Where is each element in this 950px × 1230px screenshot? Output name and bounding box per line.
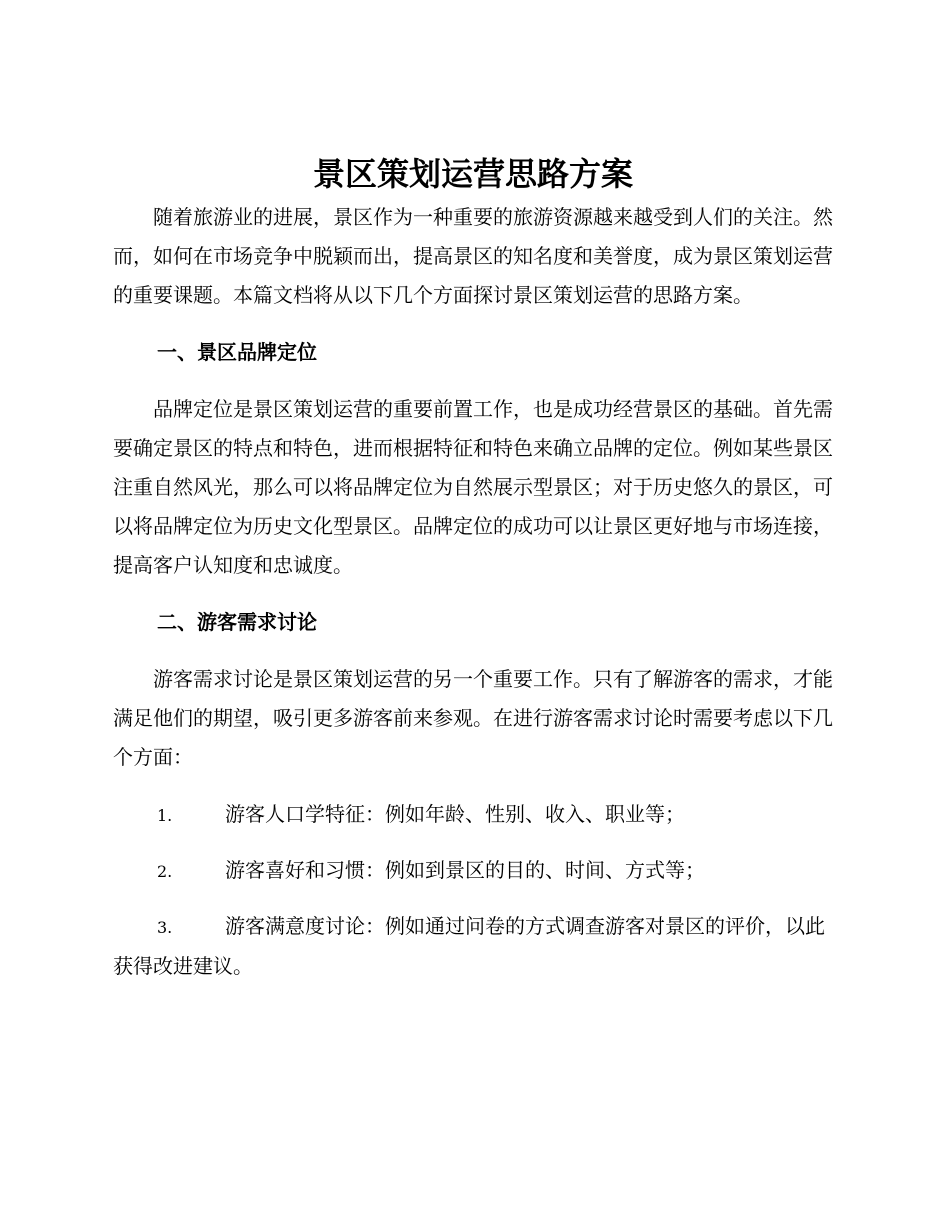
list-number: 3. [157, 918, 173, 937]
section-body-brand: 品牌定位是景区策划运营的重要前置工作，也是成功经营景区的基础。首先需要确定景区的特点和特色，进而根据特征和特色来确立品牌的定位。例如某些景区注重自然风光，那么可以将品牌定位为自然展示型景区；对于历史悠久的景区，可以将品牌定位为历史文化型景区。品牌定位的成功可以让景区更好地与市场连接，提高客户认知度和忠诚度。 [113, 397, 833, 577]
intro-paragraph: 随着旅游业的进展，景区作为一种重要的旅游资源越来越受到人们的关注。然而，如何在市场竞争中脱颖而出，提高景区的知名度和美誉度，成为景区策划运营的重要课题。本篇文档将从以下几个方面探讨景区策划运营的思路方案。 [113, 205, 833, 307]
section-heading-brand: 一、景区品牌定位 [157, 340, 317, 364]
list-item [113, 851, 833, 891]
list-number: 1. [157, 806, 173, 825]
document-content [113, 150, 833, 1002]
section-heading-demand: 二、游客需求讨论 [157, 610, 317, 634]
list-number: 2. [157, 862, 173, 881]
section-body-demand: 游客需求讨论是景区策划运营的另一个重要工作。只有了解游客的需求，才能满足他们的期望，吸引更多游客前来参观。在进行游客需求讨论时需要考虑以下几个方面： [113, 667, 833, 769]
list-text: 游客喜好和习惯：例如到景区的目的、时间、方式等； [225, 858, 705, 882]
document-title: 景区策划运营思路方案 [312, 155, 633, 193]
list-text: 游客满意度讨论：例如通过问卷的方式调查游客对景区的评价，以此获得改进建议。 [113, 914, 825, 978]
list-item [113, 795, 833, 835]
list-text: 游客人口学特征：例如年龄、性别、收入、职业等； [225, 802, 685, 826]
list-item [113, 907, 833, 986]
